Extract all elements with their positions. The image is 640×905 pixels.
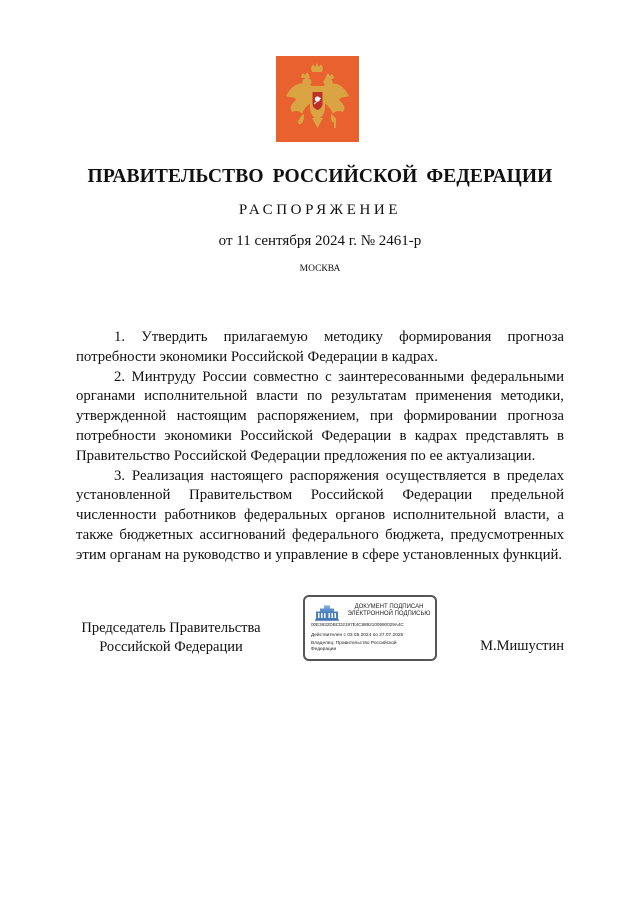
stamp-title-line1: ДОКУМЕНТ ПОДПИСАН <box>354 604 424 610</box>
document-date-number: от 11 сентября 2024 г. № 2461-р <box>218 233 422 249</box>
stamp-validity: Действителен с 03.05.2024 по 27.07.2025 <box>311 633 404 638</box>
document-body <box>76 328 564 566</box>
stamp-title-line2: ЭЛЕКТРОННОЙ ПОДПИСЬЮ <box>347 611 431 618</box>
signer-position-line1: Председатель Правительства <box>81 620 261 636</box>
paragraph-2: 2. Минтруду России совместно с заинтересованными федеральными органами исполнительной власти по результатам применения методики, утвержденной настоящим распоряжением, при формировании прогноза потребности экономики Российской Федерации в кадрах представлять в Правительство Российской Федерации предложения по ее актуализации. <box>76 368 564 464</box>
coat-of-arms-icon <box>276 56 359 142</box>
electronic-signature-stamp <box>303 595 437 661</box>
government-title: ПРАВИТЕЛЬСТВО РОССИЙСКОЙ ФЕДЕРАЦИИ <box>87 166 553 187</box>
document-type: РАСПОРЯЖЕНИЕ <box>238 202 402 218</box>
signer-name: М.Мишустин <box>480 638 564 654</box>
government-building-icon <box>314 605 340 621</box>
stamp-owner: Владелец: Правительство Российской Федерации <box>311 641 397 652</box>
signer-position-line2: Российской Федерации <box>99 639 243 655</box>
stamp-certificate-number: 00E3632DBCD2197E4C8892100690029A4C <box>311 622 404 627</box>
paragraph-1: 1. Утвердить прилагаемую методику формирования прогноза потребности экономики Российской Федерации в кадрах. <box>76 329 564 365</box>
stamp-title <box>343 604 435 618</box>
document-city: МОСКВА <box>299 264 341 274</box>
signer-position <box>76 619 266 657</box>
paragraph-3: 3. Реализация настоящего распоряжения осуществляется в пределах установленной Правительством Российской Федерации предельной численности работников федеральных органов исполнительной власти, а также бюджетных ассигнований федерального бюджета, предусмотренных этим органам на руководство и управление в сфере установленных функций. <box>76 467 564 563</box>
